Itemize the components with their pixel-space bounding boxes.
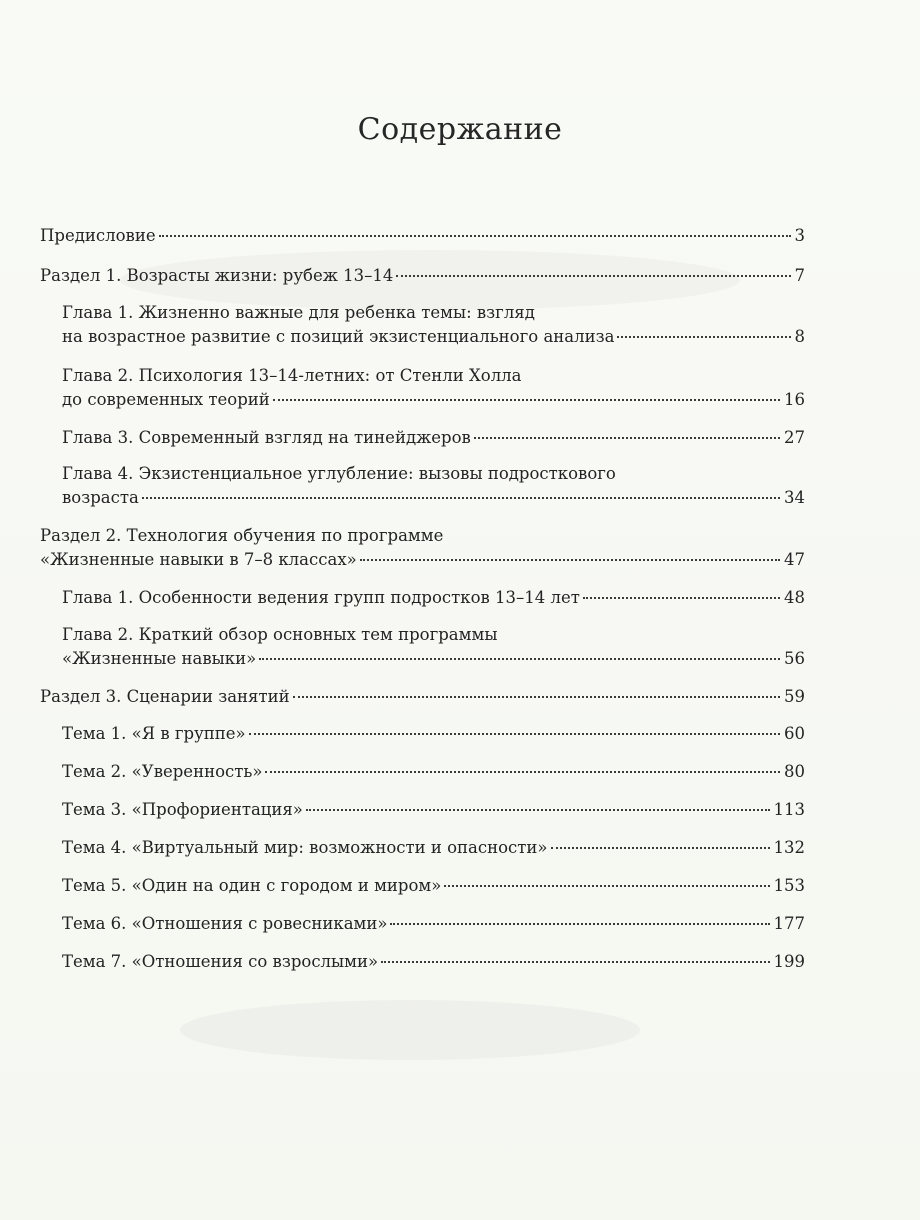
toc-entry-label: «Жизненные навыки в 7–8 классах» <box>40 550 357 569</box>
toc-entry-label: Раздел 1. Возрасты жизни: рубеж 13–14 <box>40 266 394 285</box>
dot-leader <box>159 235 791 237</box>
toc-entry-line <box>40 685 805 709</box>
toc-entry-section-2 <box>40 524 805 572</box>
toc-entry-line <box>62 950 805 974</box>
dot-leader <box>474 437 780 439</box>
toc-entry-line <box>62 388 805 412</box>
toc-entry-topic-1 <box>40 722 805 746</box>
dot-leader <box>381 961 769 963</box>
dot-leader <box>293 696 780 698</box>
toc-entry-line <box>62 426 805 450</box>
dot-leader <box>273 399 780 401</box>
dot-leader <box>142 497 780 499</box>
toc-entry-line <box>62 912 805 936</box>
toc-entry-s1-chapter-2 <box>40 364 805 412</box>
dot-leader <box>360 559 780 561</box>
toc-entry-line <box>62 647 805 671</box>
toc-entry-label: Тема 3. «Профориентация» <box>62 800 303 819</box>
dot-leader <box>551 847 770 849</box>
dot-leader <box>265 771 780 773</box>
toc-entry-s1-chapter-1 <box>40 301 805 349</box>
toc-entry-s2-chapter-2 <box>40 623 805 671</box>
toc-entry-label: Глава 1. Особенности ведения групп подростков 13–14 лет <box>62 588 580 607</box>
toc-page-number: 34 <box>784 488 805 507</box>
dot-leader <box>583 597 780 599</box>
toc-page-number: 59 <box>784 687 805 706</box>
toc-page-number: 7 <box>794 266 805 285</box>
toc-entry-line <box>62 836 805 860</box>
toc-entry-line: Глава 4. Экзистенциальное углубление: вызовы подросткового <box>62 464 616 483</box>
toc-page-number: 153 <box>773 876 805 895</box>
dot-leader <box>249 733 780 735</box>
toc-entry-line: Глава 2. Краткий обзор основных тем программы <box>62 625 498 644</box>
toc-page-number: 16 <box>784 390 805 409</box>
toc-entry-label: Тема 4. «Виртуальный мир: возможности и опасности» <box>62 838 548 857</box>
toc-page-number: 199 <box>773 952 805 971</box>
toc-entry-section-1 <box>40 264 805 288</box>
toc-entry-line <box>40 264 805 288</box>
toc-entry-line: Глава 1. Жизненно важные для ребенка темы: взгляд <box>62 303 535 322</box>
toc-entry-label: Тема 7. «Отношения со взрослыми» <box>62 952 379 971</box>
toc-entry-label: Тема 6. «Отношения с ровесниками» <box>62 914 388 933</box>
toc-entry-label: Раздел 3. Сценарии занятий <box>40 687 290 706</box>
toc-entry-line <box>62 325 805 349</box>
dot-leader <box>259 658 780 660</box>
toc-page-number: 113 <box>773 800 805 819</box>
dot-leader <box>617 336 790 338</box>
toc-page-number: 3 <box>794 226 805 245</box>
toc-page-number: 177 <box>773 914 805 933</box>
toc-entry-topic-5 <box>40 874 805 898</box>
toc-entry-topic-3 <box>40 798 805 822</box>
toc-entry-label: до современных теорий <box>62 390 270 409</box>
toc-entry-line <box>40 224 805 248</box>
toc-entry-s2-chapter-1 <box>40 586 805 610</box>
toc-page-number: 48 <box>784 588 805 607</box>
toc-entry-label: Глава 3. Современный взгляд на тинейджеров <box>62 428 471 447</box>
toc-page-number: 8 <box>794 327 805 346</box>
toc-entry-line <box>62 760 805 784</box>
toc-entry-line: Раздел 2. Технология обучения по программе <box>40 526 444 545</box>
toc-entry-line <box>62 874 805 898</box>
toc-entry-line <box>62 586 805 610</box>
toc-entry-label: Тема 1. «Я в группе» <box>62 724 246 743</box>
toc-entry-topic-6 <box>40 912 805 936</box>
toc-entry-s1-chapter-4 <box>40 462 805 510</box>
dot-leader <box>396 275 790 277</box>
toc-entry-label: возраста <box>62 488 139 507</box>
dot-leader <box>444 885 769 887</box>
toc-page-number: 80 <box>784 762 805 781</box>
dot-leader <box>390 923 769 925</box>
dot-leader <box>306 809 770 811</box>
toc-entry-line <box>62 486 805 510</box>
toc-entry-line <box>62 722 805 746</box>
toc-entry-topic-4 <box>40 836 805 860</box>
page-title: Содержание <box>357 112 563 147</box>
toc-entry-preface <box>40 224 805 248</box>
toc-entry-label: Тема 2. «Уверенность» <box>62 762 263 781</box>
toc-entry-topic-2 <box>40 760 805 784</box>
toc-page-number: 132 <box>773 838 805 857</box>
toc-entry-s1-chapter-3 <box>40 426 805 450</box>
toc-entry-line <box>40 548 805 572</box>
toc-entry-label: «Жизненные навыки» <box>62 649 257 668</box>
toc-page-number: 60 <box>784 724 805 743</box>
toc-entry-label: на возрастное развитие с позиций экзистенциального анализа <box>62 327 615 346</box>
toc-page-number: 56 <box>784 649 805 668</box>
toc-entry-line <box>62 798 805 822</box>
toc-entry-section-3 <box>40 685 805 709</box>
toc-entry-topic-7 <box>40 950 805 974</box>
toc-entry-label: Предисловие <box>40 226 156 245</box>
toc-page-number: 47 <box>784 550 805 569</box>
print-through-smudge <box>180 1000 640 1060</box>
toc-entry-line: Глава 2. Психология 13–14-летних: от Стенли Холла <box>62 366 522 385</box>
toc-entry-label: Тема 5. «Один на один с городом и миром» <box>62 876 442 895</box>
toc-page-number: 27 <box>784 428 805 447</box>
